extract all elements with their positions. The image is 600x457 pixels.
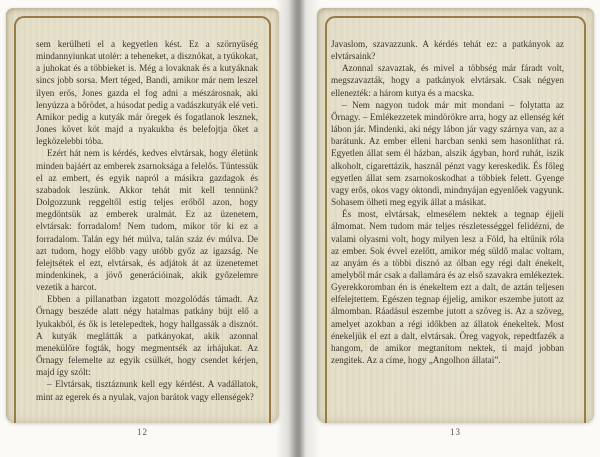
book-spine-gutter (276, 0, 320, 457)
dialogue-paragraph: – Nem nagyon tudok már mit mondani – folytatta az Őrnagy. – Emlékezzetek mindörökre arra, hogy az ellenség két lábon jár. Mindenki, aki négy lábon jár vagy szárnya van, az a barátunk. Az ember elleni harcban senki sem hasonlíthat rá. Egyetlen állat sem él házban, alszik ágyban, hord ruhát, iszik alkoholt, cigarettázik, használ pénzt vagy kereskedik. És főleg egyetlen állat sem zsarnokoskodhat a többiek felett. Gyenge vagy erős, okos vagy oktondi, mindnyájan egyenlőek vagyunk. Sohasem ölheti meg egyik állat a másikat. (331, 99, 564, 208)
left-page-number: 12 (137, 427, 148, 437)
right-page-number: 13 (450, 427, 461, 437)
paragraph: Azonnal szavaztak, és mivel a többség már fáradt volt, megszavazták, hogy a patkányok elvtársak. Csak négyen ellenezték: a három kutya és a macska. (331, 63, 564, 98)
paragraph: Ebben a pillanatban izgatott mozgolódás támadt. Az Őrnagy beszéde alatt négy hatalmas patkány bújt elő a lyukakból, és ők is letelepedtek, hogy hallgassák a disznót. A kutyák meglátták a patkányokat, akik azonnal menekülőre fogták, hogy megmentsék az irhájukat. Az Őrnagy felemelte az egyik csülkét, hogy csendet kérjen, majd így szólt: (36, 294, 258, 378)
dialogue-paragraph: – Elvtársak, tisztáznunk kell egy kérdést. A vadállatok, mint az egerek és a nyulak, vajon barátok vagy ellenségek? (36, 379, 258, 402)
right-page-text (331, 38, 564, 410)
paragraph: Javaslom, szavazzunk. A kérdés tehát ez: a patkányok az elvtársaink? (331, 39, 564, 62)
left-page-text (36, 38, 258, 410)
paragraph: Ezért hát nem is kérdés, kedves elvtársak, hogy életünk minden bajáért az emberek zsarnoksága a felelős. Tüntessük el az embert, és egyik napról a másikra gazdagok és szabadok leszünk. Akkor tehát mit kell tennünk? Dolgozzunk reggeltől estig teljes erőből azon, hogy megdöntsük az emberek uralmát. Ez az üzenetem, elvtársak: forradalom! Nem tudom, mikor tör ki ez a forradalom. Talán egy hét múlva, talán száz év múlva. De azt tudom, hogy előbb vagy utóbb győz az igazság. Ne felejtsétek el ezt, elvtársak, és adjátok át az üzenetemet mindenkinek, a jövő generációinak, akik győzelemre vezetik a harcot. (36, 148, 258, 293)
paragraph: sem kerülheti el a kegyetlen kést. Ez a szörnyűség mindannyiunkat utolér: a teheneket, a disznókat, a tyúkokat, a juhokat és a többieket is. Még a lovaknak és a kutyáknak sincs jobb sorsa. Mert téged, Bandi, amikor már nem leszel ilyen erős, Jones gazda el fog adni a mészárosnak, aki lenyúzza a bőrödet, a húsodat pedig a vadászkutyák elé veti. Amikor pedig a kutyák már öregek és fogatlanok lesznek, Jones követ köt majd a nyakukba és belefojtja őket a legközelebbi tóba. (36, 39, 258, 147)
paragraph: És most, elvtársak, elmesélem nektek a tegnap éjjeli álmomat. Nem tudom már teljes részletességgel felidézni, de valami olyasmi volt, hogy milyen lesz a Föld, ha eltűnik róla az ember. Sok évvel ezelőtt, amikor még süldő malac voltam, az anyám és a többi disznó az ólban egy régi dalt énekelt, amelyből már csak a dallamára és az első szavakra emlékeztek. Gyerekkoromban én is énekeltem ezt a dalt, de aztán teljesen elfelejtettem. Egészen tegnap éjjelig, amikor eszembe jutott az álmomban. Ráadásul eszembe jutott a szöveg is. Az a szöveg, amelyet azokban a régi időkben az állatok énekeltek. Most énekeljük el ezt a dalt, elvtársak. Öreg vagyok, repedtfazék a hangom, de amikor megtanítom nektek, ti majd jobban zengitek. Az a címe, hogy „Angolhon állatai”. (331, 209, 564, 366)
